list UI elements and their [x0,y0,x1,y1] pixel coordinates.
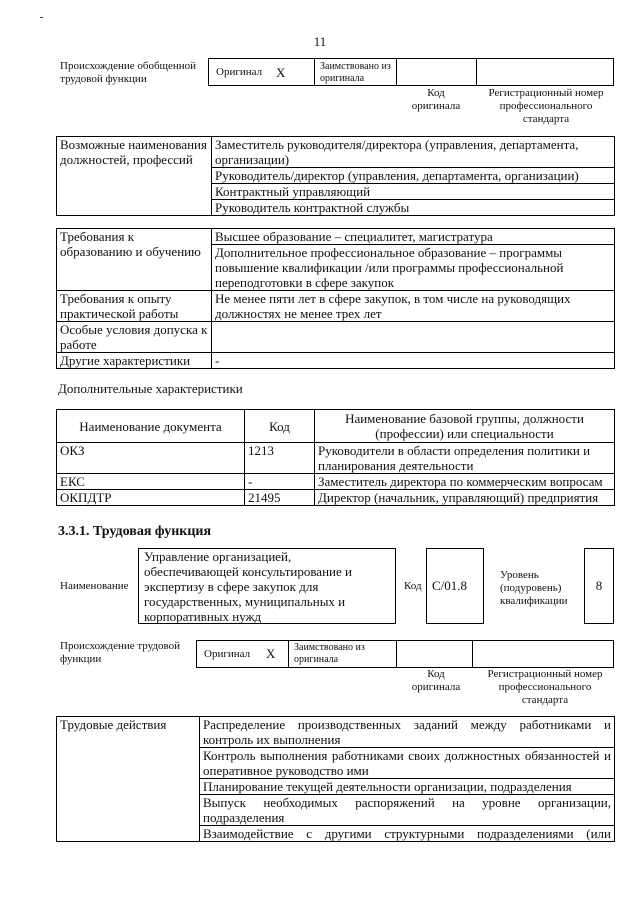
name-label: Наименование [60,580,129,592]
job-title-item: Руководитель контрактной службы [215,200,410,215]
origin-table [196,640,614,668]
requirements-table [56,228,615,369]
action-item: Распределение производственных заданий между работниками и контроль их выполнения [200,717,614,748]
requirements-row [57,353,615,369]
origin-divider [472,640,473,668]
action-item: Выпуск необходимых распоряжений на уровне организации, подразделения [200,795,614,826]
borrowed-label: Заимствовано из оригинала [320,61,391,84]
original-label: Оригинал [204,648,251,660]
table-cell: Руководители в области определения политики и планирования деятельности [315,443,615,474]
origin-divider [396,640,397,668]
corner-mark [40,17,43,18]
table-cell: ОКЗ [57,443,245,474]
origin-divider [396,58,397,86]
table-cell: ОКПДТР [57,490,245,506]
column-header: Наименование документа [57,410,245,443]
action-item: Планирование текущей деятельности организации, подразделения [200,779,614,795]
column-header: Код [245,410,315,443]
job-title-item: Контрактный управляющий [212,184,614,200]
original-mark: X [266,646,276,661]
origin-divider [288,640,289,668]
table-cell: ЕКС [57,474,245,490]
origin-label: Происхождение обобщенной трудовой функции [60,60,197,85]
table-row [57,443,615,474]
table-cell: Директор (начальник, управляющий) предприятия [315,490,615,506]
table-row [57,490,615,506]
origin-divider [314,58,315,86]
requirement-label: Другие характеристики [57,353,212,369]
level-value: 8 [595,578,603,593]
job-titles-label: Возможные наименования должностей, профессий [57,137,212,216]
job-title-item: Руководитель/директор (управления, департамента, организации) [212,168,614,184]
job-title-item: Заместитель руководителя/директора (управления, департамента, организации) [212,137,614,168]
additional-title: Дополнительные характеристики [58,381,243,396]
table-cell: 1213 [245,443,315,474]
action-item: Взаимодействие с другими структурными подразделениями (или [203,826,611,841]
requirement-value [212,322,615,353]
borrowed-label: Заимствовано из оригинала [294,642,365,665]
table-cell: Заместитель директора по коммерческим вопросам [315,474,615,490]
origin-label: Происхождение трудовой функции [60,640,181,665]
reg-caption: Регистрационный номер профессионального стандарта [488,87,604,125]
requirement-value: - [212,353,615,369]
code-label: Код [404,580,422,592]
requirement-label: Особые условия допуска к работе [57,322,212,353]
code-caption: Код оригинала [411,668,461,693]
table-cell: 21495 [245,490,315,506]
table-row [57,474,615,490]
requirements-row [57,229,615,291]
page-number: 11 [313,34,327,49]
original-mark: X [276,65,286,80]
action-item: Контроль выполнения работниками своих должностных обязанностей и оперативное руководство ими [200,748,614,779]
requirements-row [57,291,615,322]
table-cell: - [245,474,315,490]
actions-label: Трудовые действия [57,717,200,842]
code-value: C/01.8 [432,578,468,593]
actions-table [56,716,615,842]
function-heading: 3.3.1. Трудовая функция [58,524,212,539]
column-header: Наименование базовой группы, должности (профессии) или специальности [315,410,615,443]
requirement-value: Дополнительное профессиональное образование – программы повышение квалификации /или программы профессиональной переподготовки в сфере закупок [215,245,564,290]
additional-table [56,409,615,506]
code-caption: Код оригинала [411,87,461,112]
requirement-value: Высшее образование – специалитет, магистратура [212,229,614,245]
origin-table [208,58,614,86]
reg-caption: Регистрационный номер профессионального стандарта [487,668,603,706]
requirement-label: Требования к образованию и обучению [57,229,212,291]
function-name-value: Управление организацией, обеспечивающей консультирование и экспертизу в сфере закупок для государственных, муниципальных и корпоративных нужд [144,549,352,624]
origin-divider [476,58,477,86]
requirement-value: Не менее пяти лет в сфере закупок, в том числе на руководящих должностях не менее трех лет [212,291,615,322]
level-label: Уровень (подуровень) квалификации [500,569,568,607]
requirement-label: Требования к опыту практической работы [57,291,212,322]
original-label: Оригинал [216,66,263,78]
job-titles-table [56,136,615,216]
requirements-row [57,322,615,353]
